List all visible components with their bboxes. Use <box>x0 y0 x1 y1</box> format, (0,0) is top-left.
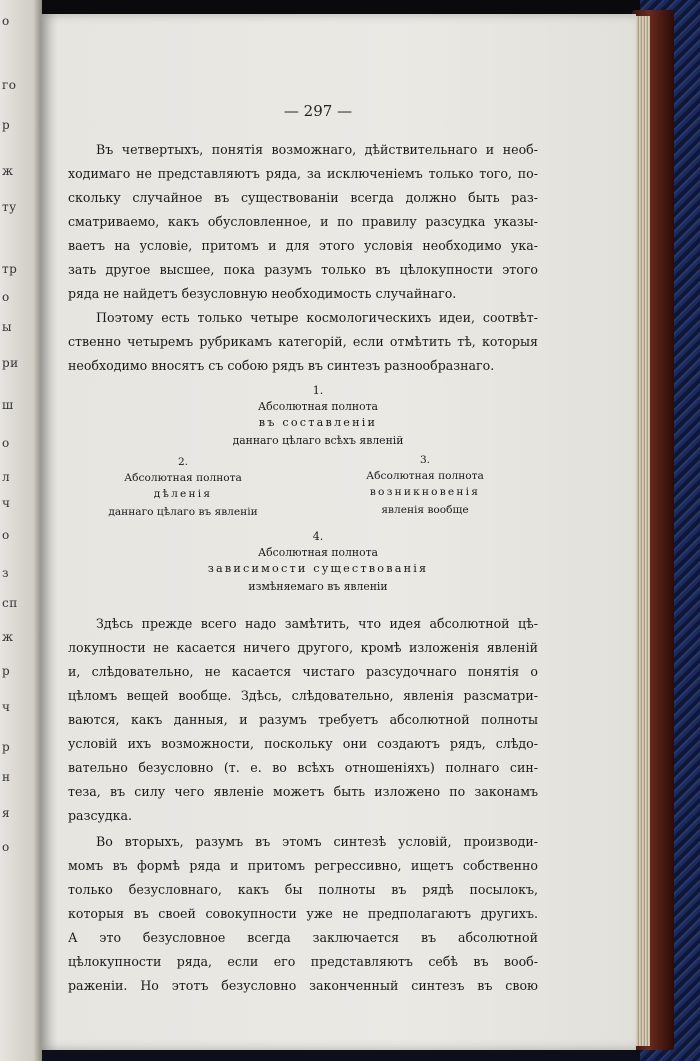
page-number: — 297 — <box>283 102 353 120</box>
left-fragment: н <box>2 770 11 784</box>
text-line: и, слѣдовательно, не касается чистаго разсудочнаго понятія о <box>68 664 538 679</box>
text-line: А это безусловное всегда заключается въ абсолютной <box>68 930 538 945</box>
text-line: момъ въ формѣ ряда и притомъ регрессивно, ищетъ собственно <box>68 858 538 873</box>
text-line: теза, въ силу чего явленіе можетъ быть изложено по законамъ <box>68 784 538 799</box>
idea-1-line-1: Абсолютная полнота <box>258 400 378 413</box>
text-line: разсудка. <box>68 808 133 823</box>
left-fragment: тр <box>2 262 18 276</box>
background-top <box>0 0 700 14</box>
idea-4-line-2: зависимости существованія <box>207 562 429 575</box>
left-fragment: ту <box>2 200 17 214</box>
left-fragment: ч <box>2 496 11 510</box>
left-fragment: р <box>2 118 11 132</box>
text-line: сматриваемо, какъ обусловленное, и по правилу разсудка указы- <box>68 214 538 229</box>
text-line: скольку случайное въ существованіи всегда должно быть раз- <box>68 190 538 205</box>
left-fragment: о <box>2 528 10 542</box>
text-line: цѣлокупности ряда, если его представляютъ себѣ въ вооб- <box>68 954 538 969</box>
text-line: необходимо вносятъ съ собою рядъ въ синтезъ разнообразнаго. <box>68 358 495 373</box>
text-line: которыя въ своей совокупности уже не предполагаютъ другихъ. <box>68 906 538 921</box>
left-fragment: сп <box>2 596 18 610</box>
left-fragment: го <box>2 78 17 92</box>
left-fragment: я <box>2 806 11 820</box>
idea-1-line-2: въ составленіи <box>258 416 378 429</box>
text-line: раженіи. Но этотъ безусловно законченный синтезъ въ свою <box>68 978 538 993</box>
left-fragment: ы <box>2 320 13 334</box>
idea-2-line-3: даннаго цѣлаго въ явленіи <box>108 506 258 518</box>
idea-1-line-3: даннаго цѣлаго всѣхъ явленій <box>232 434 404 447</box>
text-line: зать другое высшее, пока разумъ только въ цѣлокупности этого <box>68 262 538 277</box>
text-line: ходимаго не представляютъ ряда, за исключеніемъ только того, по- <box>68 166 538 181</box>
text-line: вательно безусловно (т. е. во всѣхъ отношеніяхъ) полнаго син- <box>68 760 538 775</box>
idea-2-line-2: дѣленія <box>153 488 213 500</box>
left-fragment: о <box>2 14 10 28</box>
text-line: ваются, какъ данныя, и разумъ требуетъ абсолютной полноты <box>68 712 538 727</box>
text-line: условій ихъ возможности, поскольку они создаютъ рядъ, слѣдо- <box>68 736 538 751</box>
left-fragment: о <box>2 290 10 304</box>
idea-number-1: 1. <box>312 384 324 397</box>
left-fragment: р <box>2 740 11 754</box>
idea-2-line-1: Абсолютная полнота <box>124 472 242 484</box>
text-line: ваетъ на условіе, притомъ и для этого условія необходимо ука- <box>68 238 538 253</box>
book-page <box>40 14 636 1050</box>
left-fragment: ж <box>2 164 14 178</box>
left-fragment: з <box>2 566 10 580</box>
left-fragment: р <box>2 664 11 678</box>
idea-number-2: 2. <box>177 456 189 468</box>
idea-3-line-1: Абсолютная полнота <box>366 470 484 482</box>
left-fragment: ри <box>2 356 19 370</box>
idea-3-line-3: явленія вообще <box>381 504 469 516</box>
left-fragment: ш <box>2 398 14 412</box>
left-fragment: ч <box>2 700 11 714</box>
left-fragment: л <box>2 470 11 484</box>
text-line: Въ четвертыхъ, понятія возможнаго, дѣйствительнаго и необ- <box>96 142 538 157</box>
text-line: локупности не касается ничего другого, кромѣ изложенія явленій <box>68 640 538 655</box>
text-line: только безусловнаго, какъ бы полноты въ рядѣ посылокъ, <box>68 882 538 897</box>
idea-number-4: 4. <box>312 530 324 543</box>
left-fragment: о <box>2 436 10 450</box>
text-line: цѣломъ вещей вообще. Здѣсь, слѣдовательно, явленія разсматри- <box>68 688 538 703</box>
idea-4-line-1: Абсолютная полнота <box>258 546 378 559</box>
text-line: Поэтому есть только четыре космологическихъ идеи, соотвѣт- <box>96 310 538 325</box>
text-line: ряда не найдетъ безусловную необходимость случайнаго. <box>68 286 457 301</box>
left-fragment: о <box>2 840 10 854</box>
text-line: ственно четыремъ рубрикамъ категорій, если отмѣтить тѣ, которыя <box>68 334 538 349</box>
text-line: Здѣсь прежде всего надо замѣтить, что идея абсолютной цѣ- <box>96 616 538 631</box>
idea-3-line-2: возникновенія <box>369 486 481 498</box>
text-line: Во вторыхъ, разумъ въ этомъ синтезѣ условій, производи- <box>96 834 538 849</box>
idea-4-line-3: измѣняемаго въ явленіи <box>248 580 388 593</box>
idea-number-3: 3. <box>419 454 431 466</box>
left-page-edge <box>0 0 42 1061</box>
left-fragment: ж <box>2 630 14 644</box>
